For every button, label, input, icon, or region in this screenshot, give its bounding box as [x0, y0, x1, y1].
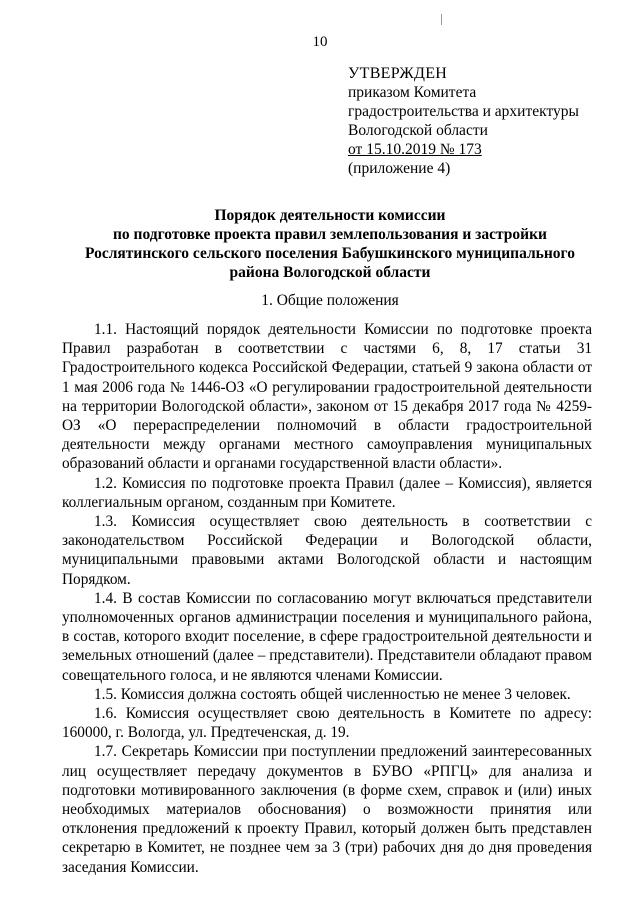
title-line: Порядок деятельности комиссии — [214, 207, 446, 224]
scan-mark — [441, 14, 442, 25]
document-title — [60, 206, 600, 282]
title-line: по подготовке проекта правил землепользования и застройки — [113, 226, 547, 243]
approval-heading: УТВЕРЖДЕН — [348, 65, 448, 82]
title-line: Рослятинского сельского поселения Бабушкинского муниципального — [85, 245, 575, 262]
paragraph: 1.5. Комиссия должна состоять общей численностью не менее 3 человек. — [94, 685, 571, 703]
approval-date: от 15.10.2019 № 173 — [348, 141, 482, 158]
title-line: района Вологодской области — [229, 264, 431, 281]
paragraph: 1.6. Комиссия осуществляет свою деятельность в Комитете по адресу: 160000, г. Вологда, ул. Предтеченская, д. 19. — [62, 705, 592, 742]
paragraph: 1.7. Секретарь Комиссии при поступлении предложений заинтересованных лиц осуществляет передачу документов в БУВО «РПГЦ» для анализа и подготовки мотивированного заключения (в форме схем, справок и (или) иных необходимых материалов обоснования) о возможности принятия или отклонения предложений к проекту Правил, который должен быть представлен секретарю в Комитет, не позднее чем за 3 (три) рабочих дня до дня проведения заседания Комиссии. — [62, 743, 592, 876]
section-title: 1. Общие положения — [261, 292, 399, 309]
page-number: 10 — [312, 34, 328, 50]
approval-line: Вологодской области — [348, 122, 488, 139]
approval-block — [348, 64, 608, 178]
paragraph: 1.2. Комиссия по подготовке проекта Правил (далее – Комиссия), является коллегиальным органом, созданным при Комитете. — [62, 474, 592, 511]
paragraph: 1.4. В состав Комиссии по согласованию могут включаться представители уполномоченных органов администрации поселения и муниципального района, в состав, которого входит поселение, в сфере градостроительной деятельности и земельных отношений (далее – представители). Представители обладают правом совещательного голоса, и не являются членами Комиссии. — [62, 589, 592, 684]
paragraph: 1.1. Настоящий порядок деятельности Комиссии по подготовке проекта Правил разработан в соответствии с частями 6, 8, 17 статьи 31 Градостроительного кодекса Российской Федерации, статьей 9 закона области от 1 мая 2006 года № 1446-ОЗ «О регулировании градостроительной деятельности на территории Вологодской области», законом от 15 декабря 2017 года № 4259-ОЗ «О перераспределении полномочий в области градостроительной деятельности между органами местного самоуправления муниципальных образований области и органами государственной власти области». — [62, 321, 592, 473]
document-body — [62, 320, 592, 877]
approval-line: градостроительства и архитектуры — [348, 103, 579, 120]
paragraph: 1.3. Комиссия осуществляет свою деятельность в соответствии с законодательством Российской Федерации и Вологодской области, муниципальными правовыми актами Вологодской области и настоящим Порядком. — [62, 513, 592, 588]
approval-line: приказом Комитета — [348, 84, 477, 101]
approval-annex: (приложение 4) — [348, 160, 451, 177]
